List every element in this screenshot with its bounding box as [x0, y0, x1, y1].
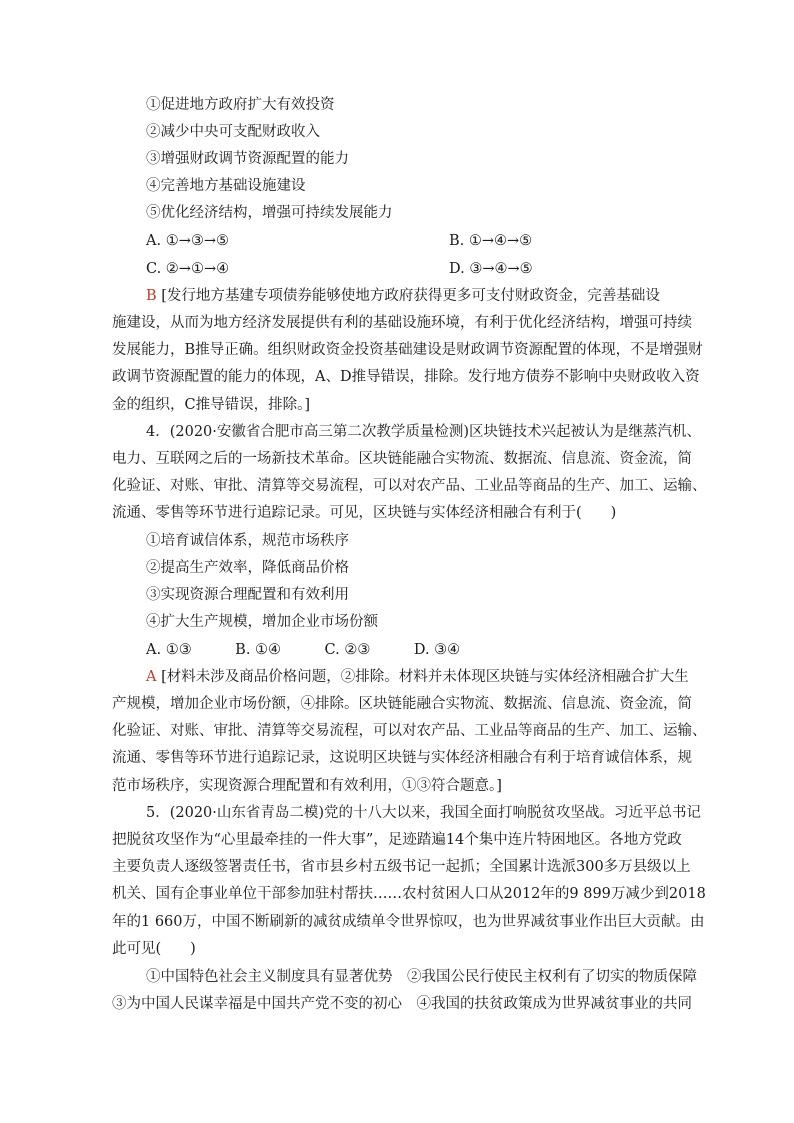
- q4-explanation-line-2: 产规模，增加企业市场份额，④排除。区块链能融合实物流、数据流、信息流、资金流，简: [112, 696, 692, 712]
- q5-stem-line-4: 机关、国有企事业单位干部参加驻村帮扶……农村贫困人口从2012年的9 899万减少到2018: [112, 886, 706, 902]
- q4-stem-line-3: 化验证、对账、审批、清算等交易流程，可以对农产品、工业品等商品的生产、加工、运输、: [112, 478, 707, 494]
- q4-statement-3: ③实现资源合理配置和有效利用: [146, 587, 349, 603]
- q4-answer-letter: A: [146, 669, 157, 685]
- q3-choice-b: B. ①→④→⑤: [449, 233, 533, 249]
- q3-explanation-line-5: 金的组织，C推导错误，排除。]: [112, 397, 311, 413]
- q3-statement-4: ④完善地方基础设施建设: [146, 178, 306, 194]
- q3-statement-3: ③增强财政调节资源配置的能力: [146, 151, 349, 167]
- q5-statements-line-1: ①中国特色社会主义制度具有显著优势 ②我国公民行使民主权利有了切实的物质保障: [146, 969, 697, 985]
- q3-explanation-line-3: 发展能力，B推导正确。组织财政资金投资基础建设是财政调节资源配置的体现，不是增强财: [112, 342, 703, 358]
- q5-statements-line-2: ③为中国人民谋幸福是中国共产党不变的初心 ④我国的扶贫政策成为世界减贫事业的共同: [112, 996, 692, 1012]
- q4-explanation-line-5: 范市场秩序，实现资源合理配置和有效利用，①③符合题意。]: [112, 778, 502, 794]
- q3-explanation-line-4: 政调节资源配置的能力的体现，A、D推导错误，排除。发行地方债券不影响中央财政收入资: [112, 369, 700, 385]
- q5-stem-line-1: 5．(2020·山东省青岛二模)党的十八大以来，我国全面打响脱贫攻坚战。习近平总书记: [146, 805, 702, 821]
- q4-explanation-line-1: [材料未涉及商品价格问题，②排除。材料并未体现区块链与实体经济相融合扩大生: [161, 669, 689, 685]
- q3-explanation-line-1: [发行地方基建专项债券能够使地方政府获得更多可支付财政资金，完善基础设: [161, 288, 660, 304]
- q5-stem-line-6: 此可见( ): [112, 941, 196, 957]
- q4-statement-1: ①培育诚信体系，规范市场秩序: [146, 533, 349, 549]
- q3-choice-d: D. ③→④→⑤: [449, 261, 533, 277]
- q4-stem-line-2: 电力、互联网之后的一场新技术革命。区块链能融合实物流、数据流、信息流、资金流，简: [112, 451, 692, 467]
- q3-choice-a: A. ①→③→⑤: [146, 233, 229, 249]
- q4-stem-line-1: 4．(2020·安徽省合肥市高三第二次教学质量检测)区块链技术兴起被认为是继蒸汽机、: [146, 424, 702, 440]
- q4-stem-line-4: 流通、零售等环节进行追踪记录。可见，区块链与实体经济相融合有利于( ): [112, 505, 617, 521]
- q4-explanation-line-3: 化验证、对账、审批、清算等交易流程，可以对农产品、工业品等商品的生产、加工、运输、: [112, 723, 707, 739]
- q5-stem-line-3: 主要负责人逐级签署责任书，省市县乡村五级书记一起抓；全国累计选派300多万县级以上: [112, 859, 691, 875]
- q5-stem-line-2: 把脱贫攻坚作为“心里最牵挂的一件大事”，足迹踏遍14个集中连片特困地区。各地方党政: [112, 832, 682, 848]
- q4-choices: A. ①③ B. ①④ C. ②③ D. ③④: [146, 642, 461, 658]
- q3-statement-2: ②减少中央可支配财政收入: [146, 124, 320, 140]
- q4-statement-4: ④扩大生产规模，增加企业市场份额: [146, 614, 378, 630]
- q4-answer-block: [146, 667, 689, 687]
- q3-answer-block: [146, 286, 660, 306]
- q3-explanation-line-2: 施建设，从而为地方经济发展提供有利的基础设施环境，有利于优化经济结构，增强可持续: [112, 315, 692, 331]
- q5-stem-line-5: 年的1 660万，中国不断刷新的减贫成绩单令世界惊叹，也为世界减贫事业作出巨大贡献。由: [112, 914, 705, 930]
- q3-statement-1: ①促进地方政府扩大有效投资: [146, 97, 335, 113]
- q4-statement-2: ②提高生产效率，降低商品价格: [146, 560, 349, 576]
- q3-choice-c: C. ②→①→④: [146, 261, 230, 277]
- q3-answer-letter: B: [146, 288, 157, 304]
- q3-statement-5: ⑤优化经济结构，增强可持续发展能力: [146, 205, 393, 221]
- q4-explanation-line-4: 流通、零售等环节进行追踪记录，这说明区块链与实体经济相融合有利于培育诚信体系，规: [112, 750, 692, 766]
